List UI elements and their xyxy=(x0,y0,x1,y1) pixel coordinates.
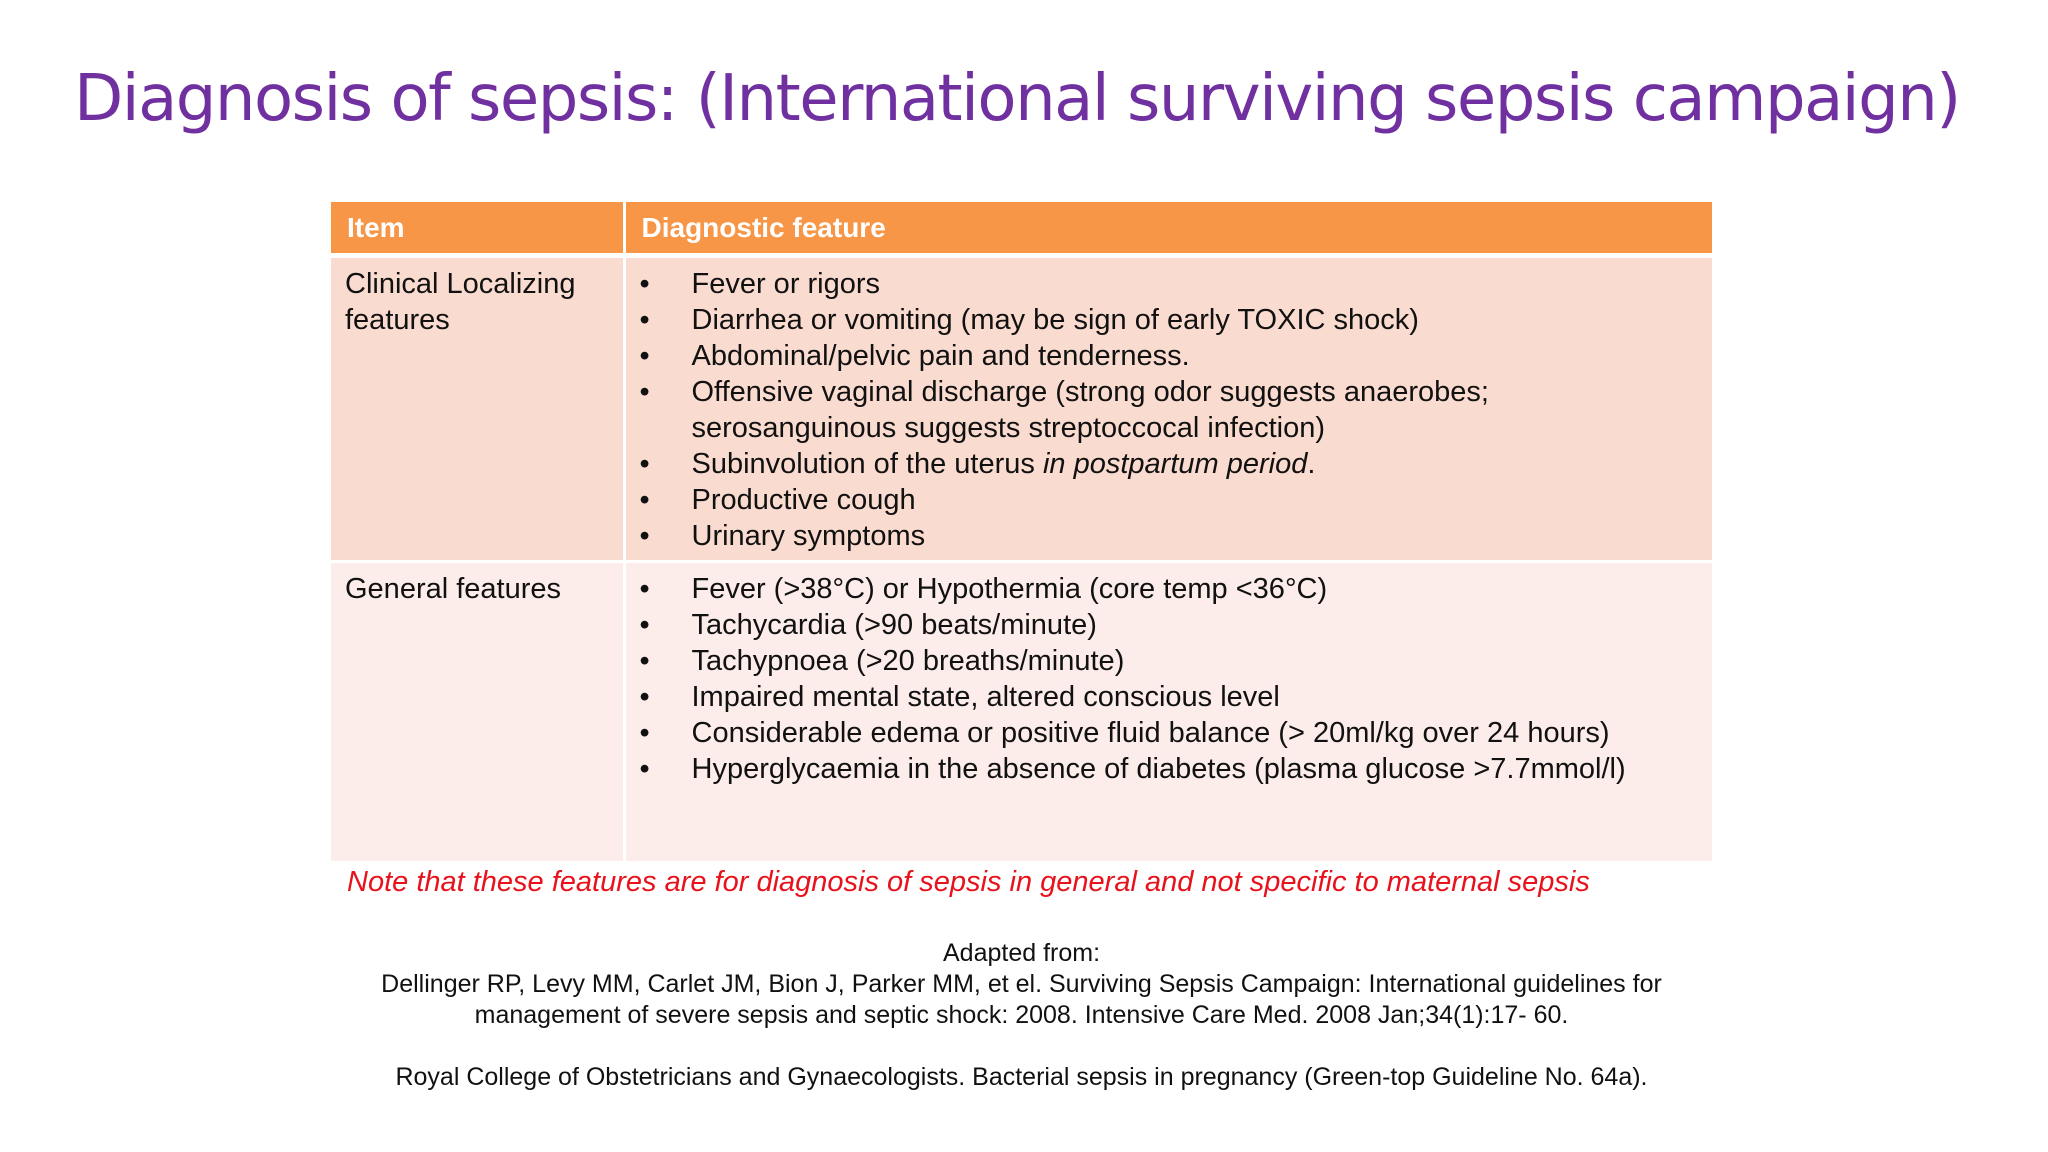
reference-dellinger-line2: management of severe sepsis and septic shock: 2008. Intensive Care Med. 2008 Jan;34(1):17- 60. xyxy=(474,1001,1569,1029)
feature-text: Hyperglycaemia in the absence of diabetes (plasma glucose >7.7mmol/l) xyxy=(691,753,1626,785)
list-item xyxy=(640,571,1699,607)
item-label: Clinical Localizing features xyxy=(345,268,576,336)
reference-dellinger-line1: Dellinger RP, Levy MM, Carlet JM, Bion J, Parker MM, et el. Surviving Sepsis Campaign: International guidelines for xyxy=(381,970,1662,998)
feature-text-italic: in postpartum period xyxy=(1042,448,1308,480)
bullet-icon: • xyxy=(639,376,650,408)
bullet-icon: • xyxy=(639,717,650,749)
bullet-icon: • xyxy=(639,268,650,300)
list-item xyxy=(640,374,1699,446)
feature-text: Fever (>38°C) or Hypothermia (core temp <36°C) xyxy=(691,573,1328,605)
list-item xyxy=(640,715,1699,751)
feature-text: Considerable edema or positive fluid balance (> 20ml/kg over 24 hours) xyxy=(691,717,1610,749)
features-cell xyxy=(624,562,1712,862)
features-cell xyxy=(624,256,1712,562)
bullet-icon: • xyxy=(639,340,650,372)
reference-rcog: Royal College of Obstetricians and Gynaecologists. Bacterial sepsis in pregnancy (Green-top Guideline No. 64a). xyxy=(395,1063,1648,1091)
list-item xyxy=(640,643,1699,679)
table-row-clinical-localizing xyxy=(331,256,1712,562)
list-item xyxy=(640,446,1699,482)
table-header-row xyxy=(331,202,1712,256)
diagnosis-table xyxy=(331,202,1712,861)
feature-text: Tachypnoea (>20 breaths/minute) xyxy=(691,645,1125,677)
bullet-icon: • xyxy=(639,681,650,713)
feature-text: Offensive vaginal discharge (strong odor suggests anaerobes; serosanguinous suggests streptoccocal infection) xyxy=(691,376,1489,444)
bullet-icon: • xyxy=(639,484,650,516)
bullet-icon: • xyxy=(639,609,650,641)
spacer xyxy=(331,1031,1712,1062)
list-item xyxy=(640,679,1699,715)
feature-text: Productive cough xyxy=(691,484,916,516)
slide-title: Diagnosis of sepsis: (International surviving sepsis campaign) xyxy=(74,62,1960,136)
diagnosis-table-container xyxy=(331,202,1712,861)
item-cell xyxy=(331,256,624,562)
list-item xyxy=(640,607,1699,643)
bullet-icon: • xyxy=(639,753,650,785)
feature-text: Diarrhea or vomiting (may be sign of early TOXIC shock) xyxy=(691,304,1419,336)
feature-text-end: . xyxy=(1307,448,1316,480)
list-item xyxy=(640,266,1699,302)
header-diagnostic-feature: Diagnostic feature xyxy=(624,202,1712,256)
list-item xyxy=(640,338,1699,374)
feature-text: Fever or rigors xyxy=(691,268,881,300)
list-item xyxy=(640,751,1699,787)
feature-list xyxy=(640,571,1699,787)
bullet-icon: • xyxy=(639,573,650,605)
references xyxy=(331,938,1712,1093)
bullet-icon: • xyxy=(639,304,650,336)
feature-text: Impaired mental state, altered conscious level xyxy=(691,681,1280,713)
feature-list xyxy=(640,266,1699,554)
sepsis-note: Note that these features are for diagnosis of sepsis in general and not specific to maternal sepsis xyxy=(347,866,1590,898)
feature-text: Urinary symptoms xyxy=(691,520,926,552)
item-label: General features xyxy=(345,573,562,605)
list-item xyxy=(640,518,1699,554)
feature-text: Subinvolution of the uterus xyxy=(691,448,1043,480)
feature-text: Tachycardia (>90 beats/minute) xyxy=(691,609,1097,641)
list-item xyxy=(640,482,1699,518)
bullet-icon: • xyxy=(639,520,650,552)
bullet-icon: • xyxy=(639,448,650,480)
header-item: Item xyxy=(331,202,624,256)
table-row-general-features xyxy=(331,562,1712,862)
list-item xyxy=(640,302,1699,338)
feature-text: Abdominal/pelvic pain and tenderness. xyxy=(691,340,1190,372)
adapted-from-label: Adapted from: xyxy=(942,939,1101,967)
bullet-icon: • xyxy=(639,645,650,677)
item-cell xyxy=(331,562,624,862)
